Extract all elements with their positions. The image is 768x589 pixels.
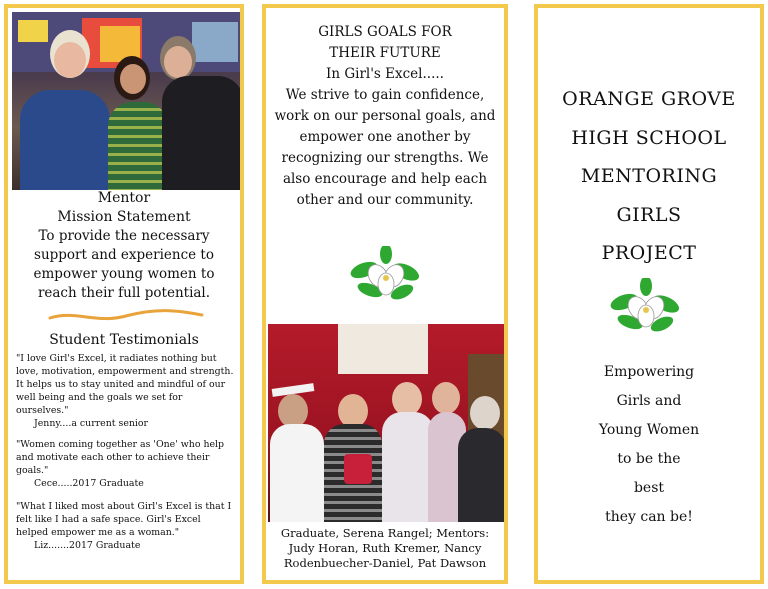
middle-panel bbox=[262, 4, 508, 584]
tagline bbox=[538, 358, 760, 532]
mission-heading-mentor: Mentor bbox=[97, 190, 151, 206]
testimonial-quote: "Women coming together as 'One' who help and motivate each other to achieve their goals." bbox=[16, 439, 225, 476]
goals-intro: In Girl's Excel..... bbox=[326, 66, 444, 82]
tagline-line: to be the bbox=[617, 451, 681, 467]
title-line: ORANGE GROVE bbox=[562, 88, 736, 110]
mission-statement bbox=[14, 189, 234, 303]
goals-block bbox=[270, 22, 500, 211]
testimonial-author: Cece.....2017 Graduate bbox=[34, 478, 144, 489]
magnolia-flower-icon bbox=[350, 246, 420, 304]
mentors-group-photo bbox=[12, 12, 244, 190]
tagline-line: best bbox=[633, 480, 665, 496]
mission-text: To provide the necessary support and experience to empower young women to reach their full potential. bbox=[33, 228, 215, 301]
testimonial-2 bbox=[16, 438, 234, 490]
goals-title-line1: GIRLS GOALS FOR bbox=[318, 24, 452, 40]
testimonial-author: Jenny....a current senior bbox=[34, 418, 149, 429]
title-line: HIGH SCHOOL bbox=[571, 126, 727, 149]
left-panel bbox=[4, 4, 244, 584]
title-line: GIRLS bbox=[616, 203, 682, 226]
testimonial-1 bbox=[16, 352, 234, 430]
testimonials-title: Student Testimonials bbox=[49, 332, 199, 348]
squiggle-divider bbox=[46, 306, 206, 326]
photo-caption: Graduate, Serena Rangel; Mentors: Judy Horan, Ruth Kremer, Nancy Rodenbuecher-Daniel, Pat Dawson bbox=[280, 526, 490, 570]
goals-body: We strive to gain confidence, work on our personal goals, and empower one another by recognizing our strengths. We also encourage and help each other and our community. bbox=[274, 87, 496, 208]
testimonial-quote: "What I liked most about Girl's Excel is that I felt like I had a safe space. Girl's Excel helped empower me as a woman." bbox=[16, 501, 232, 538]
testimonial-3 bbox=[16, 500, 234, 552]
goals-title-line2: THEIR FUTURE bbox=[329, 45, 441, 61]
brochure-title bbox=[538, 80, 760, 273]
testimonial-quote: "I love Girl's Excel, it radiates nothing but love, motivation, empowerment and strength. It helps us to stay united and mindful of our well being and the goals we set for ourselves." bbox=[16, 353, 234, 416]
tagline-line: Young Women bbox=[598, 422, 700, 438]
graduate-mentors-photo bbox=[268, 324, 506, 522]
testimonial-author: Liz.......2017 Graduate bbox=[34, 540, 141, 551]
tagline-line: Girls and bbox=[616, 393, 682, 409]
tagline-line: Empowering bbox=[603, 364, 695, 380]
mission-heading: Mission Statement bbox=[57, 209, 191, 225]
right-panel bbox=[534, 4, 764, 584]
magnolia-flower-icon bbox=[610, 278, 680, 336]
tagline-line: they can be! bbox=[605, 509, 693, 525]
title-line: MENTORING bbox=[580, 165, 718, 187]
title-line: PROJECT bbox=[601, 242, 697, 264]
